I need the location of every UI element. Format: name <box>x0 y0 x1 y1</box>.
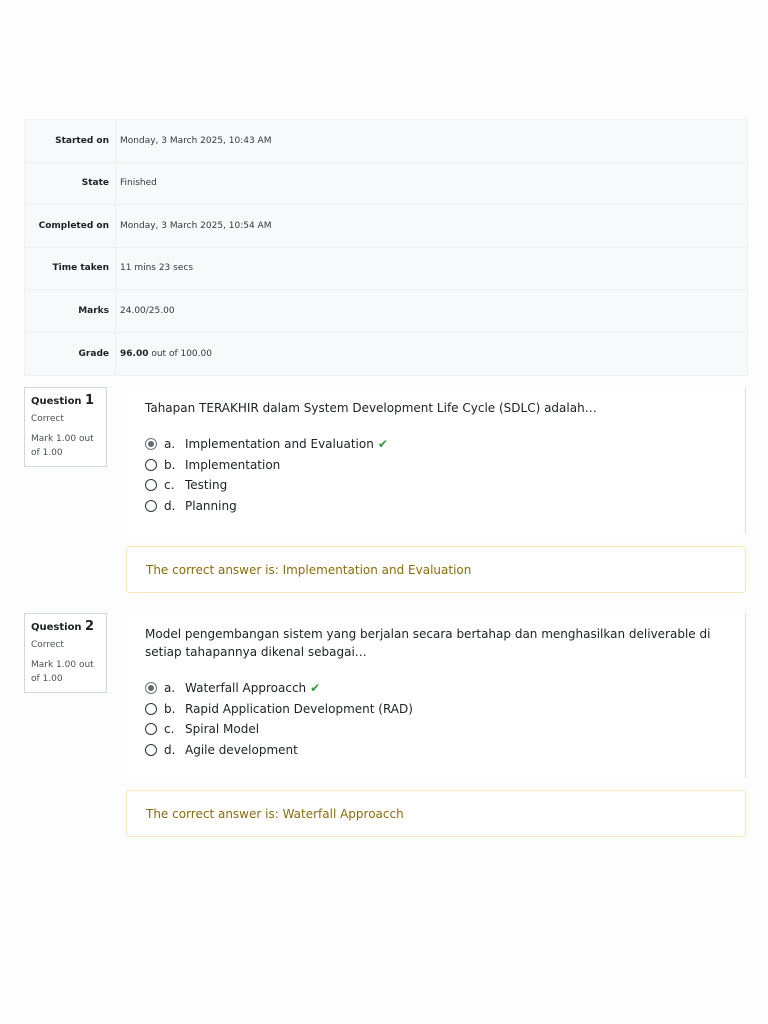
grade-suffix: out of 100.00 <box>151 348 212 359</box>
answer-letter: b. <box>164 457 176 472</box>
answer-text: Testing <box>185 478 228 493</box>
answer-option-c[interactable] <box>145 475 726 496</box>
check-icon: ✔ <box>377 437 388 452</box>
summary-label: Started on <box>25 120 116 162</box>
radio-empty-icon[interactable] <box>145 479 157 491</box>
question-number <box>31 393 100 408</box>
radio-empty-icon[interactable] <box>145 459 157 471</box>
answer-option-d[interactable] <box>145 740 726 761</box>
answer-text: Implementation and Evaluation <box>185 437 374 452</box>
answer-letter: a. <box>164 437 176 452</box>
answer-text: Rapid Application Development (RAD) <box>185 701 413 716</box>
summary-label: Time taken <box>25 248 116 290</box>
answer-letter: d. <box>164 742 176 757</box>
summary-value: 11 mins 23 secs <box>120 263 194 274</box>
question-state: Correct <box>31 640 64 650</box>
radio-selected-icon[interactable] <box>145 438 157 450</box>
correct-answer-feedback: The correct answer is: Waterfall Approacch <box>146 806 404 821</box>
correct-answer-feedback: The correct answer is: Implementation and Evaluation <box>146 562 472 577</box>
answer-letter: a. <box>164 681 176 696</box>
summary-row-state <box>25 163 747 206</box>
answer-option-d[interactable] <box>145 496 726 517</box>
question-content-1 <box>126 387 746 534</box>
question-info-1 <box>24 387 107 467</box>
radio-selected-icon[interactable] <box>145 682 157 694</box>
summary-value: Monday, 3 March 2025, 10:54 AM <box>120 220 272 231</box>
radio-empty-icon[interactable] <box>145 723 157 735</box>
attempt-summary-table <box>24 119 748 376</box>
summary-value: Monday, 3 March 2025, 10:43 AM <box>120 135 272 146</box>
answer-letter: c. <box>164 478 175 493</box>
answer-option-b[interactable] <box>145 455 726 476</box>
summary-value: Finished <box>120 178 157 189</box>
answer-text: Waterfall Approacch <box>185 681 307 696</box>
question-grade: Mark 1.00 out of 1.00 <box>31 660 94 684</box>
feedback-box-2 <box>126 790 746 837</box>
summary-label: Grade <box>25 333 116 376</box>
radio-empty-icon[interactable] <box>145 744 157 756</box>
question-grade: Mark 1.00 out of 1.00 <box>31 434 94 458</box>
question-text: Tahapan TERAKHIR dalam System Development Life Cycle (SDLC) adalah… <box>145 401 597 415</box>
question-text: Model pengembangan sistem yang berjalan secara bertahap dan menghasilkan deliverable di setiap tahapannya dikenal sebagai… <box>145 627 711 659</box>
check-icon: ✔ <box>310 681 321 696</box>
answer-text: Implementation <box>185 457 281 472</box>
answer-text: Spiral Model <box>185 722 260 737</box>
answer-letter: d. <box>164 498 176 513</box>
question-content-2 <box>126 613 746 778</box>
feedback-box-1 <box>126 546 746 593</box>
summary-label: Marks <box>25 290 116 332</box>
answer-letter: b. <box>164 701 176 716</box>
summary-row-completed-on <box>25 205 747 248</box>
grade-score: 96.00 <box>120 348 149 359</box>
question-prefix: Question <box>31 396 82 407</box>
answer-text: Planning <box>185 498 237 513</box>
question-state: Correct <box>31 414 64 424</box>
answer-list <box>145 434 726 516</box>
answer-text: Agile development <box>185 742 298 757</box>
answer-list <box>145 678 726 760</box>
radio-empty-icon[interactable] <box>145 500 157 512</box>
summary-value <box>116 349 212 359</box>
question-number <box>31 619 100 634</box>
radio-empty-icon[interactable] <box>145 703 157 715</box>
summary-value: 24.00/25.00 <box>120 305 175 316</box>
question-info-2 <box>24 613 107 693</box>
question-number-value: 2 <box>85 619 95 634</box>
question-prefix: Question <box>31 622 82 633</box>
summary-label: State <box>25 163 116 205</box>
question-number-value: 1 <box>85 393 95 408</box>
answer-option-b[interactable] <box>145 699 726 720</box>
summary-row-marks <box>25 290 747 333</box>
answer-option-a[interactable] <box>145 434 726 455</box>
summary-label: Completed on <box>25 205 116 247</box>
answer-option-c[interactable] <box>145 719 726 740</box>
summary-row-started-on <box>25 120 747 163</box>
answer-letter: c. <box>164 722 175 737</box>
summary-row-time-taken <box>25 248 747 291</box>
summary-row-grade <box>25 333 747 376</box>
answer-option-a[interactable] <box>145 678 726 699</box>
